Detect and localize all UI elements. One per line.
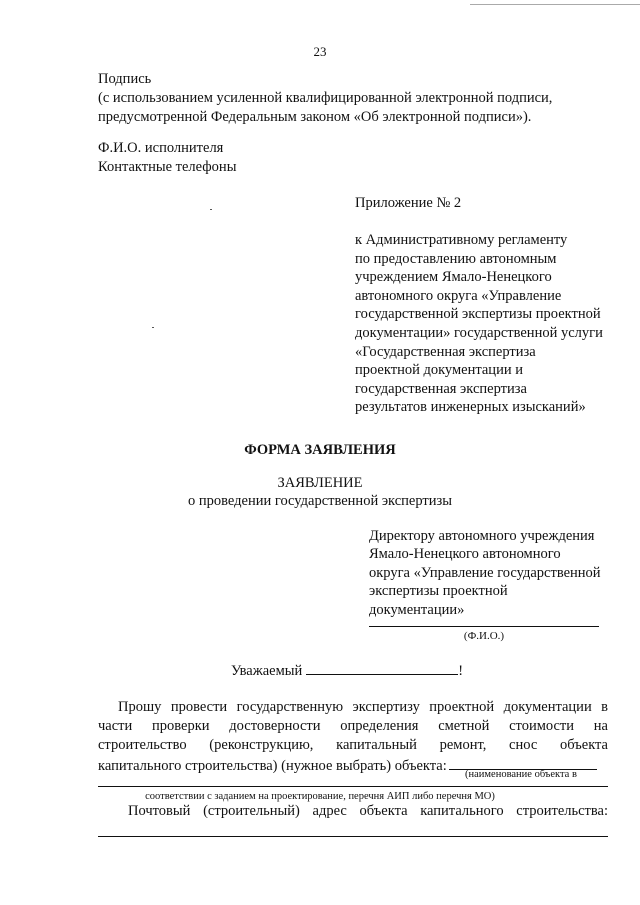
executor-phones-label: Контактные телефоны <box>98 159 237 175</box>
addressee-block <box>369 527 601 619</box>
request-line: строительство (реконструкцию, капитальный ремонт, снос объекта <box>98 737 608 753</box>
request-line: части проверки достоверности определения сметной стоимости на <box>98 718 608 734</box>
top-edge-rule <box>470 4 640 5</box>
addressee-line: округа «Управление государственной <box>369 564 601 581</box>
statement-title: ЗАЯВЛЕНИЕ <box>277 475 363 491</box>
executor-block <box>98 139 236 177</box>
signature-block <box>98 70 552 127</box>
appendix-title: Приложение № 2 <box>355 195 462 211</box>
page-number: 23 <box>313 44 327 59</box>
fio-caption: (Ф.И.О.) <box>463 630 505 642</box>
addressee-line: документации» <box>369 601 465 618</box>
appendix-line: документации» государственной услуги <box>355 324 603 341</box>
appendix-line: «Государственная экспертиза <box>355 343 536 360</box>
request-line: капитального строительства) (нужное выбрать) объекта: <box>98 758 447 774</box>
appendix-reference <box>355 231 603 417</box>
appendix-line: учреждением Ямало-Ненецкого <box>355 269 552 286</box>
object-caption: (наименование объекта в <box>465 769 577 780</box>
object-caption-continued: соответствии с заданием на проектирование, перечня АИП либо перечня МО) <box>145 791 495 802</box>
addressee-line: Ямало-Ненецкого автономного <box>369 546 561 563</box>
request-line: Прошу провести государственную экспертизу проектной документации в <box>118 699 608 715</box>
appendix-line: результатов инженерных изысканий» <box>355 399 586 416</box>
scan-speck <box>152 327 154 328</box>
greeting-suffix: ! <box>458 663 464 679</box>
signature-line: Подпись <box>98 71 152 87</box>
form-title: ФОРМА ЗАЯВЛЕНИЯ <box>244 442 396 458</box>
greeting-name-field[interactable] <box>306 660 458 675</box>
signature-line: предусмотренной Федеральным законом «Об электронной подписи»). <box>98 109 532 125</box>
addressee-line: экспертизы проектной <box>369 583 508 600</box>
greeting-line <box>231 660 463 681</box>
appendix-line: автономного округа «Управление <box>355 287 562 304</box>
appendix-line: к Административному регламенту <box>355 232 568 248</box>
scan-speck <box>210 209 212 210</box>
signature-line: (с использованием усиленной квалифицированной электронной подписи, <box>98 90 553 106</box>
statement-subtitle: о проведении государственной экспертизы <box>188 493 452 509</box>
appendix-line: по предоставлению автономным <box>355 250 557 267</box>
appendix-line: проектной документации и <box>355 362 523 379</box>
appendix-line: государственной экспертизы проектной <box>355 306 601 323</box>
executor-name-label: Ф.И.О. исполнителя <box>98 140 224 156</box>
postal-address-field[interactable] <box>98 836 608 837</box>
addressee-line: Директору автономного учреждения <box>369 528 595 544</box>
postal-address-label: Почтовый (строительный) адрес объекта капитального строительства: <box>128 803 608 819</box>
appendix-line: государственная экспертиза <box>355 380 527 397</box>
greeting-prefix: Уважаемый <box>231 663 303 679</box>
